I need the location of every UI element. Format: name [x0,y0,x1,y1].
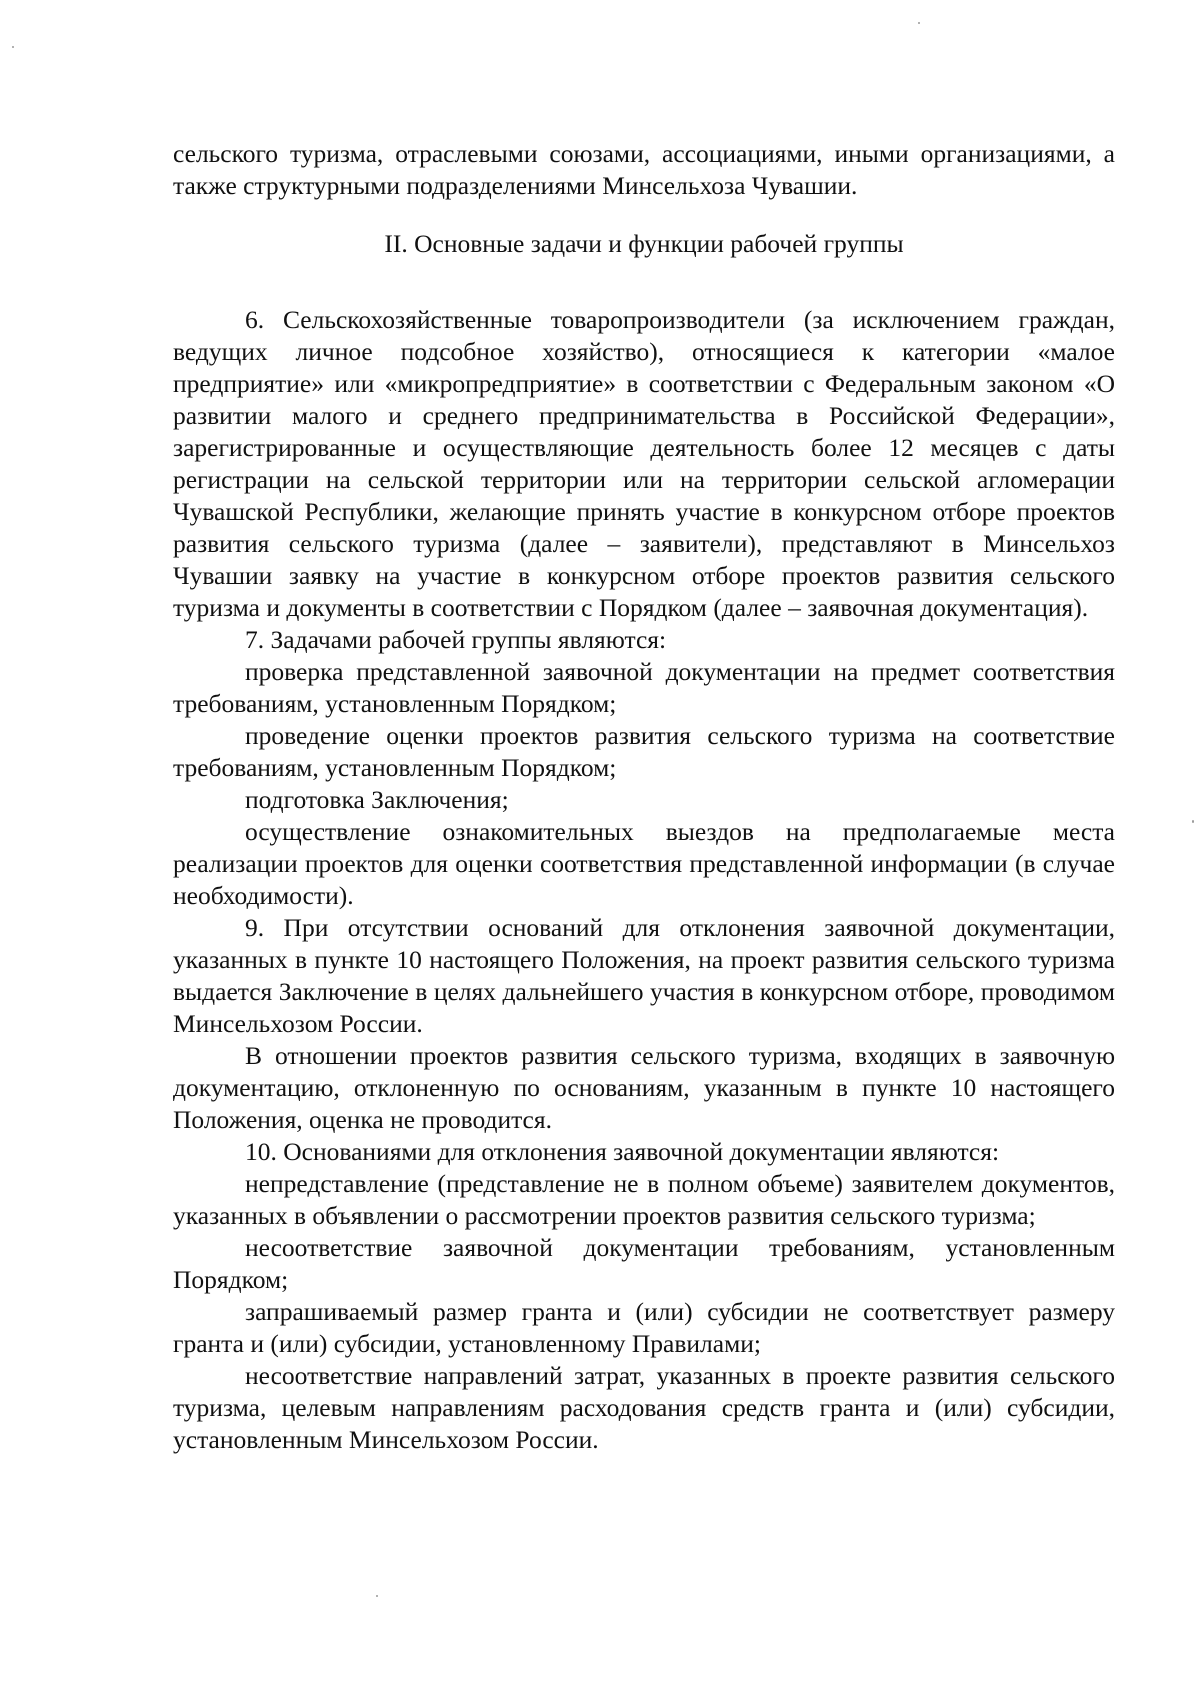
paragraph-no-evaluation: В отношении проектов развития сельского туризма, входящих в заявочную документацию, отклоненную по основаниям, указанным в пункте 10 настоящего Положения, оценка не проводится. [173,1041,1115,1134]
scan-speck [376,1595,378,1597]
paragraph-item-7: 7. Задачами рабочей группы являются: [245,625,667,654]
scan-speck [1192,820,1194,823]
scan-speck [12,46,14,48]
paragraph-continuation: сельского туризма, отраслевыми союзами, ассоциациями, иными организациями, а также структурными подразделениями Минсельхоза Чувашии. [173,139,1115,200]
section-heading: II. Основные задачи и функции рабочей группы [384,229,904,258]
paragraph-reason-cost-directions: несоответствие направлений затрат, указанных в проекте развития сельского туризма, целевым направлениям расходования средств гранта и (или) субсидии, установленным Минсельхозом России. [173,1361,1115,1454]
paragraph-task-visits: осуществление ознакомительных выездов на предполагаемые места реализации проектов для оценки соответствия представленной информации (в случае необходимости). [173,817,1115,910]
scan-speck [918,22,920,24]
paragraph-reason-noncompliance: несоответствие заявочной документации требованиям, установленным Порядком; [173,1233,1115,1294]
document-body [173,138,1115,1456]
paragraph-task-evaluation: проведение оценки проектов развития сельского туризма на соответствие требованиям, установленным Порядком; [173,721,1115,782]
paragraph-reason-missing-docs: непредставление (представление не в полном объеме) заявителем документов, указанных в объявлении о рассмотрении проектов развития сельского туризма; [173,1169,1115,1230]
paragraph-task-conclusion: подготовка Заключения; [245,785,509,814]
paragraph-item-9: 9. При отсутствии оснований для отклонения заявочной документации, указанных в пункте 10 настоящего Положения, на проект развития сельского туризма выдается Заключение в целях дальнейшего участия в конкурсном отборе, проводимом Минсельхозом России. [173,913,1115,1038]
paragraph-item-6: 6. Сельскохозяйственные товаропроизводители (за исключением граждан, ведущих личное подсобное хозяйство), относящиеся к категории «малое предприятие» или «микропредприятие» в соответствии с Федеральным законом «О развитии малого и среднего предпринимательства в Российской Федерации», зарегистрированные и осуществляющие деятельность более 12 месяцев с даты регистрации на сельской территории или на территории сельской агломерации Чувашской Республики, желающие принять участие в конкурсном отборе проектов развития сельского туризма (далее – заявители), представляют в Минсельхоз Чувашии заявку на участие в конкурсном отборе проектов развития сельского туризма и документы в соответствии с Порядком (далее – заявочная документация). [173,305,1115,622]
paragraph-reason-grant-size: запрашиваемый размер гранта и (или) субсидии не соответствует размеру гранта и (или) субсидии, установленному Правилами; [173,1297,1115,1358]
paragraph-task-check: проверка представленной заявочной документации на предмет соответствия требованиям, установленным Порядком; [173,657,1115,718]
paragraph-item-10: 10. Основаниями для отклонения заявочной документации являются: [245,1137,1000,1166]
